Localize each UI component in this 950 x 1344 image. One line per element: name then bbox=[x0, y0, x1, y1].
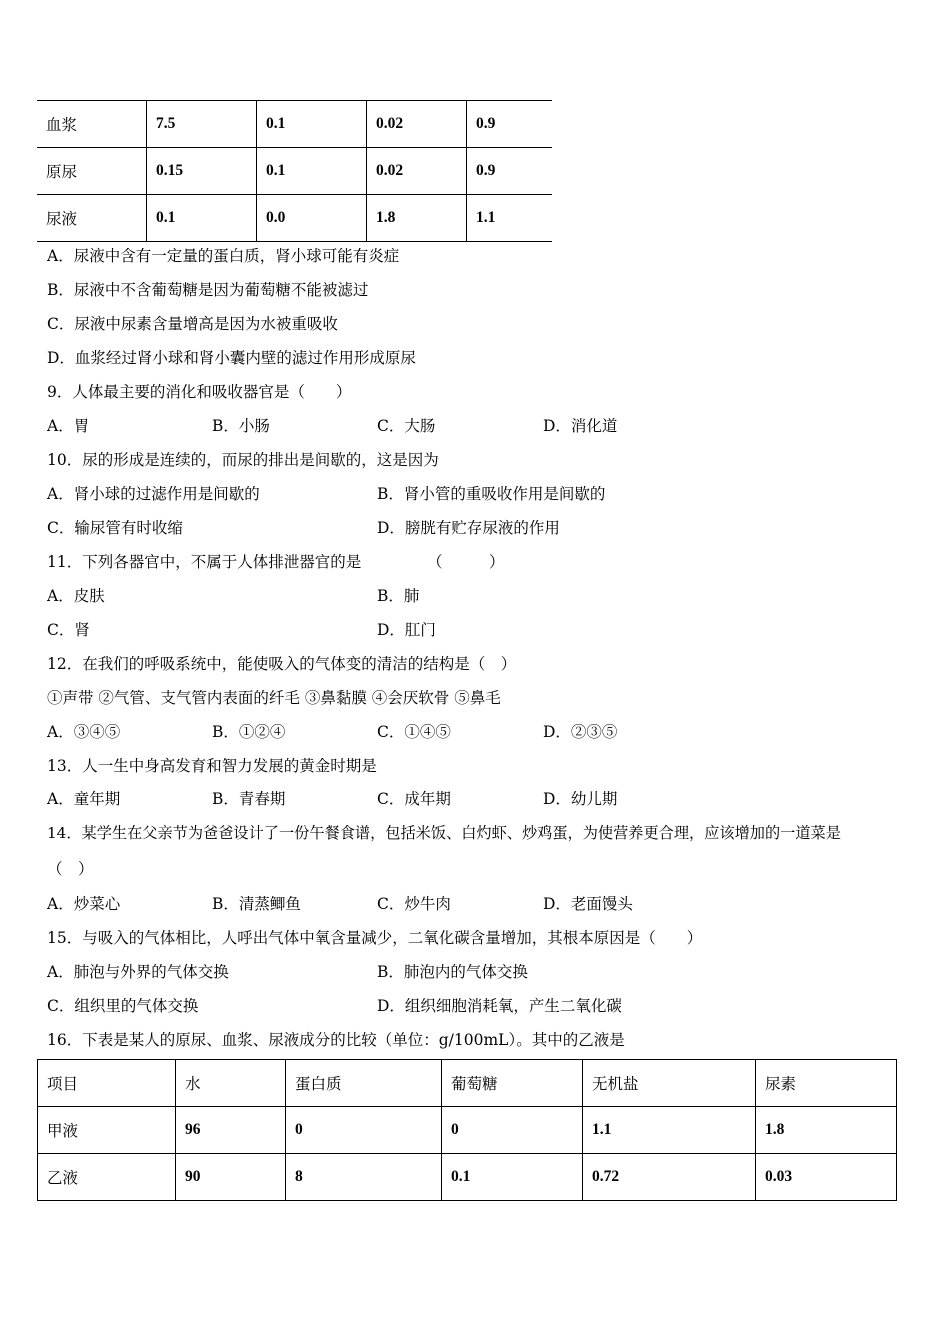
table-row bbox=[37, 195, 552, 242]
q14-option-c: C．炒牛肉 bbox=[377, 895, 451, 913]
q15-option-b: B．肺泡内的气体交换 bbox=[377, 963, 528, 981]
table-header-cell: 无机盐 bbox=[583, 1060, 756, 1107]
q9-option-b: B．小肠 bbox=[212, 417, 270, 435]
table-cell: 0 bbox=[442, 1107, 583, 1154]
q14-option-a: A．炒菜心 bbox=[47, 895, 121, 913]
q14-option-b: B．清蒸鲫鱼 bbox=[212, 895, 301, 913]
table-cell: 1.1 bbox=[467, 195, 553, 242]
q9-option-c: C．大肠 bbox=[377, 417, 436, 435]
table-header-cell: 项目 bbox=[38, 1060, 176, 1107]
table-cell: 96 bbox=[176, 1107, 286, 1154]
table-header-row bbox=[38, 1060, 897, 1107]
table-row bbox=[37, 148, 552, 195]
table-cell: 0.1 bbox=[257, 101, 367, 148]
table-cell: 90 bbox=[176, 1154, 286, 1201]
table-cell: 0.02 bbox=[367, 148, 467, 195]
q10-option-d: D．膀胱有贮存尿液的作用 bbox=[377, 519, 560, 537]
table-cell: 0.1 bbox=[442, 1154, 583, 1201]
table-cell: 0 bbox=[286, 1107, 442, 1154]
table-cell: 0.03 bbox=[756, 1154, 897, 1201]
question-11-stem: 11．下列各器官中，不属于人体排泄器官的是 bbox=[47, 553, 362, 571]
table-cell: 乙液 bbox=[38, 1154, 176, 1201]
table-cell: 原尿 bbox=[37, 148, 147, 195]
q15-option-c: C．组织里的气体交换 bbox=[47, 997, 199, 1015]
q11-option-d: D．肛门 bbox=[377, 621, 436, 639]
table-cell: 0.1 bbox=[257, 148, 367, 195]
q11-option-c: C．肾 bbox=[47, 621, 90, 639]
table-row bbox=[38, 1154, 897, 1201]
q11-option-b: B．肺 bbox=[377, 587, 420, 605]
table-row bbox=[37, 101, 552, 148]
q10-option-b: B．肾小管的重吸收作用是间歇的 bbox=[377, 485, 606, 503]
question-14-stem: 14．某学生在父亲节为爸爸设计了一份午餐食谱，包括米饭、白灼虾、炒鸡蛋，为使营养更合理，应该增加的一道菜是 bbox=[47, 824, 841, 842]
question-16-stem: 16．下表是某人的原尿、血浆、尿液成分的比较（单位：g/100mL）。其中的乙液是 bbox=[47, 1031, 625, 1049]
question-11-answer-paren: （ ） bbox=[427, 553, 505, 571]
question-10-stem: 10．尿的形成是连续的，而尿的排出是间歇的，这是因为 bbox=[47, 451, 439, 469]
q8-option-c: C．尿液中尿素含量增高是因为水被重吸收 bbox=[47, 315, 338, 333]
q11-option-a: A．皮肤 bbox=[47, 587, 105, 605]
table-cell: 0.9 bbox=[467, 148, 553, 195]
table-cell: 尿液 bbox=[37, 195, 147, 242]
question-12-stem: 12．在我们的呼吸系统中，能使吸入的气体变的清洁的结构是（ ） bbox=[47, 655, 517, 673]
q13-option-b: B．青春期 bbox=[212, 790, 286, 808]
table-cell: 1.1 bbox=[583, 1107, 756, 1154]
urine-composition-table bbox=[37, 100, 552, 242]
table-cell: 甲液 bbox=[38, 1107, 176, 1154]
question-14-stem-cont: （ ） bbox=[47, 860, 94, 878]
q9-option-a: A．胃 bbox=[47, 417, 90, 435]
table-header-cell: 蛋白质 bbox=[286, 1060, 442, 1107]
q12-option-a: A．③④⑤ bbox=[47, 723, 121, 741]
table-row bbox=[38, 1107, 897, 1154]
table-cell: 1.8 bbox=[756, 1107, 897, 1154]
q13-option-a: A．童年期 bbox=[47, 790, 121, 808]
question-15-stem: 15．与吸入的气体相比，人呼出气体中氧含量减少，二氧化碳含量增加，其根本原因是（ ） bbox=[47, 929, 703, 947]
q14-option-d: D．老面馒头 bbox=[543, 895, 633, 913]
table-cell: 1.8 bbox=[367, 195, 467, 242]
question-12-items: ①声带 ②气管、支气管内表面的纤毛 ③鼻黏膜 ④会厌软骨 ⑤鼻毛 bbox=[47, 689, 501, 707]
q10-option-c: C．输尿管有时收缩 bbox=[47, 519, 183, 537]
q15-option-d: D．组织细胞消耗氧，产生二氧化碳 bbox=[377, 997, 622, 1015]
table-header-cell: 葡萄糖 bbox=[442, 1060, 583, 1107]
question-9-stem: 9．人体最主要的消化和吸收器官是（ ） bbox=[47, 383, 352, 401]
q12-option-d: D．②③⑤ bbox=[543, 723, 618, 741]
q8-option-d: D．血浆经过肾小球和肾小囊内壁的滤过作用形成原尿 bbox=[47, 349, 416, 367]
table-cell: 血浆 bbox=[37, 101, 147, 148]
q10-option-a: A．肾小球的过滤作用是间歇的 bbox=[47, 485, 260, 503]
q13-option-c: C．成年期 bbox=[377, 790, 451, 808]
q12-option-c: C．①④⑤ bbox=[377, 723, 451, 741]
q9-option-d: D．消化道 bbox=[543, 417, 618, 435]
table-cell: 0.72 bbox=[583, 1154, 756, 1201]
table-cell: 0.9 bbox=[467, 101, 553, 148]
fluid-comparison-table bbox=[37, 1059, 897, 1201]
table-cell: 0.02 bbox=[367, 101, 467, 148]
table-cell: 0.0 bbox=[257, 195, 367, 242]
q8-option-b: B．尿液中不含葡萄糖是因为葡萄糖不能被滤过 bbox=[47, 281, 369, 299]
q8-option-a: A．尿液中含有一定量的蛋白质，肾小球可能有炎症 bbox=[47, 247, 400, 265]
q13-option-d: D．幼儿期 bbox=[543, 790, 618, 808]
q15-option-a: A．肺泡与外界的气体交换 bbox=[47, 963, 229, 981]
table-header-cell: 水 bbox=[176, 1060, 286, 1107]
table-cell: 8 bbox=[286, 1154, 442, 1201]
table-cell: 0.1 bbox=[147, 195, 257, 242]
table-header-cell: 尿素 bbox=[756, 1060, 897, 1107]
table-cell: 0.15 bbox=[147, 148, 257, 195]
q12-option-b: B．①②④ bbox=[212, 723, 286, 741]
table-cell: 7.5 bbox=[147, 101, 257, 148]
question-13-stem: 13．人一生中身高发育和智力发展的黄金时期是 bbox=[47, 757, 377, 775]
